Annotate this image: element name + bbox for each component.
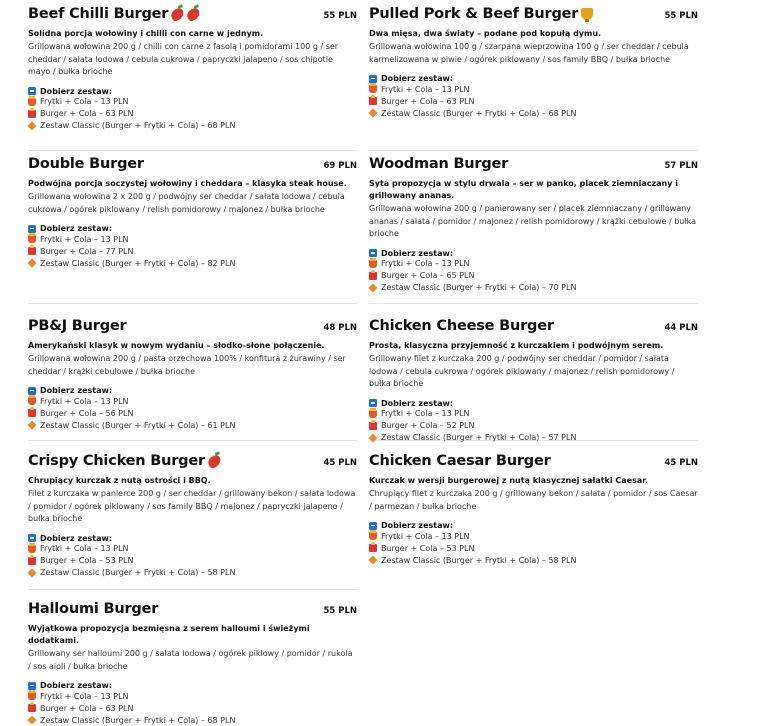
set-option[interactable]: Burger + Cola – 63 PLN <box>28 108 357 120</box>
arrow-right-icon <box>28 682 36 690</box>
description: Filet z kurczaka w panierce 200 g / ser cheddar / grillowany bekon / sałata lodowa / pomidor / ogórek piklowany / sos family BBQ / majonez / papryczki jalapeno / bułka brioche <box>28 488 357 526</box>
menu-card[interactable] <box>28 601 357 726</box>
set-option[interactable]: Burger + Cola – 77 PLN <box>28 246 357 258</box>
description: Grillowana wołowina 100 g / szarpana wieprzowina 100 g / ser cheddar / cebula karmelizowana w piwie / ogórek piklowany / sos family BBQ / bułka brioche <box>369 41 698 66</box>
description: Grillowana wołowina 2 x 200 g / podwójny ser cheddar / sałata lodowa / cebula cukrowa / ogórek piklowany / relish pomidorowy / majonez / bułka brioche <box>28 191 357 216</box>
burger-title: Pulled Pork & Beef Burger <box>369 6 593 22</box>
description: Chrupiący filet z kurczaka 200 g / grillowany bekon / sałata / pomidor / sos Caesar / parmezan / bułka brioche <box>369 488 698 513</box>
divider <box>28 150 357 151</box>
fries-icon <box>28 397 36 405</box>
burger-title: Halloumi Burger <box>28 601 158 617</box>
set-option[interactable]: Frytki + Cola – 13 PLN <box>28 96 357 108</box>
set-option[interactable]: Frytki + Cola – 13 PLN <box>369 531 698 543</box>
price: 55 PLN <box>323 606 357 616</box>
tagline: Prosta, klasyczna przyjemność z kurczakiem i podwójnym serem. <box>369 340 698 352</box>
price: 45 PLN <box>664 458 698 468</box>
arrow-right-icon <box>369 399 377 407</box>
burger-title: Crispy Chicken Burger <box>28 453 221 469</box>
set-option[interactable]: Zestaw Classic (Burger + Frytki + Cola) – 57 PLN <box>369 432 698 444</box>
fries-icon <box>28 98 36 106</box>
menu-card[interactable] <box>369 453 698 566</box>
combo-icon <box>27 259 36 268</box>
tagline: Dwa mięsa, dwa światy – podane pod kopułą dymu. <box>369 28 698 40</box>
burger-title: Beef Chilli Burger <box>28 6 200 22</box>
drink-icon <box>28 557 36 565</box>
arrow-right-icon <box>28 387 36 395</box>
combo-icon <box>368 109 377 118</box>
drink-icon <box>28 247 36 255</box>
drink-icon <box>369 422 377 430</box>
set-option[interactable]: Burger + Cola – 53 PLN <box>369 543 698 555</box>
sets-heading: Dobierz zestaw: <box>369 249 698 258</box>
combo-icon <box>27 121 36 130</box>
fries-icon <box>369 532 377 540</box>
price: 55 PLN <box>664 11 698 21</box>
sets-heading: Dobierz zestaw: <box>28 386 357 395</box>
sets-heading: Dobierz zestaw: <box>369 521 698 530</box>
fries-icon <box>28 235 36 243</box>
combo-icon <box>368 433 377 442</box>
combo-icon <box>368 556 377 565</box>
menu-card[interactable] <box>369 318 698 444</box>
set-option[interactable]: Burger + Cola – 63 PLN <box>28 703 357 715</box>
price: 57 PLN <box>664 161 698 171</box>
menu-card[interactable] <box>369 156 698 294</box>
combo-icon <box>27 421 36 430</box>
fries-icon <box>369 260 377 268</box>
arrow-right-icon <box>28 87 36 95</box>
divider <box>28 440 357 441</box>
combo-icon <box>368 283 377 292</box>
set-option[interactable]: Burger + Cola – 52 PLN <box>369 420 698 432</box>
sets-heading: Dobierz zestaw: <box>369 74 698 83</box>
set-option[interactable]: Frytki + Cola – 13 PLN <box>369 408 698 420</box>
fries-icon <box>28 692 36 700</box>
drink-icon <box>369 544 377 552</box>
menu-card[interactable] <box>369 6 698 119</box>
sets-heading: Dobierz zestaw: <box>28 87 357 96</box>
drink-icon <box>28 704 36 712</box>
description: Grillowana wołowina 200 g / pasta orzechowa 100% / konfitura z żurawiny / ser cheddar / krążki cebulowe / bułka brioche <box>28 353 357 378</box>
divider <box>369 303 698 304</box>
set-option[interactable]: Zestaw Classic (Burger + Frytki + Cola) – 70 PLN <box>369 282 698 294</box>
arrow-right-icon <box>369 249 377 257</box>
tagline: Solidna porcja wołowiny i chilli con carne w jednym. <box>28 28 357 40</box>
set-option[interactable]: Frytki + Cola – 13 PLN <box>28 396 357 408</box>
set-option[interactable]: Zestaw Classic (Burger + Frytki + Cola) – 68 PLN <box>28 715 357 726</box>
set-option[interactable]: Frytki + Cola – 13 PLN <box>28 543 357 555</box>
arrow-right-icon <box>369 75 377 83</box>
set-option[interactable]: Zestaw Classic (Burger + Frytki + Cola) – 61 PLN <box>28 420 357 432</box>
divider <box>28 303 357 304</box>
set-option[interactable]: Zestaw Classic (Burger + Frytki + Cola) – 68 PLN <box>28 120 357 132</box>
drink-icon <box>28 409 36 417</box>
burger-title: Chicken Cheese Burger <box>369 318 554 334</box>
fries-icon <box>369 85 377 93</box>
tagline: Wyjątkowa propozycja bezmięsna z serem halloumi i świeżymi dodatkami. <box>28 623 357 647</box>
price: 48 PLN <box>323 323 357 333</box>
set-option[interactable]: Zestaw Classic (Burger + Frytki + Cola) – 58 PLN <box>28 567 357 579</box>
price: 69 PLN <box>323 161 357 171</box>
burger-title: Double Burger <box>28 156 144 172</box>
tagline: Syta propozycja w stylu drwala – ser w panko, placek ziemniaczany i grillowany ananas. <box>369 178 698 202</box>
set-option[interactable]: Frytki + Cola – 13 PLN <box>28 691 357 703</box>
description: Grillowana wołowina 200 g / chilli con carne z fasolą i pomidorami 100 g / ser cheddar / sałata lodowa / cebula cukrowa / papryczki jalapeno / sos chipotle mayo / bułka brioche <box>28 41 357 79</box>
set-option[interactable]: Zestaw Classic (Burger + Frytki + Cola) – 68 PLN <box>369 108 698 120</box>
set-option[interactable]: Burger + Cola – 56 PLN <box>28 408 357 420</box>
menu-card[interactable] <box>28 318 357 431</box>
divider <box>369 150 698 151</box>
description: Grillowany filet z kurczaka 200 g / podwójny ser cheddar / pomidor / sałata lodowa / cebula cukrowa / ogórek piklowany / majonez / relish pomidorowy / bułka brioche <box>369 353 698 391</box>
menu-card[interactable] <box>28 453 357 579</box>
divider <box>28 589 357 590</box>
set-option[interactable]: Frytki + Cola – 13 PLN <box>369 84 698 96</box>
tagline: Amerykański klasyk w nowym wydaniu – słodko-słone połączenie. <box>28 340 357 352</box>
sets-heading: Dobierz zestaw: <box>28 681 357 690</box>
description: Grillowany ser halloumi 200 g / sałata lodowa / ogórek piklowy / pomidor / rukola / sos aioli / bułka brioche <box>28 648 357 673</box>
set-option[interactable]: Burger + Cola – 53 PLN <box>28 555 357 567</box>
sets-heading: Dobierz zestaw: <box>369 399 698 408</box>
drink-icon <box>369 97 377 105</box>
price: 55 PLN <box>323 11 357 21</box>
fries-icon <box>369 410 377 418</box>
burger-title: Chicken Caesar Burger <box>369 453 551 469</box>
burger-title: Woodman Burger <box>369 156 508 172</box>
sets-heading: Dobierz zestaw: <box>28 224 357 233</box>
set-option[interactable]: Frytki + Cola – 13 PLN <box>28 234 357 246</box>
pepper-icon <box>186 6 202 21</box>
burger-title: PB&J Burger <box>28 318 126 334</box>
combo-icon <box>27 568 36 577</box>
set-option[interactable]: Frytki + Cola – 13 PLN <box>369 258 698 270</box>
combo-icon <box>27 716 36 725</box>
set-option[interactable]: Zestaw Classic (Burger + Frytki + Cola) – 82 PLN <box>28 258 357 270</box>
set-option[interactable]: Zestaw Classic (Burger + Frytki + Cola) – 58 PLN <box>369 555 698 567</box>
fries-icon <box>28 545 36 553</box>
tagline: Podwójna porcja soczystej wołowiny i cheddara – klasyka steak house. <box>28 178 357 190</box>
pepper-icon <box>206 453 222 468</box>
arrow-right-icon <box>369 522 377 530</box>
menu-card[interactable] <box>28 6 357 132</box>
arrow-right-icon <box>28 225 36 233</box>
set-option[interactable]: Burger + Cola – 63 PLN <box>369 96 698 108</box>
sets-heading: Dobierz zestaw: <box>28 534 357 543</box>
set-option[interactable]: Burger + Cola – 65 PLN <box>369 270 698 282</box>
tagline: Kurczak w wersji burgerowej z nutą klasycznej sałatki Caesar. <box>369 475 698 487</box>
pepper-icon <box>170 6 186 21</box>
price: 44 PLN <box>664 323 698 333</box>
price: 45 PLN <box>323 458 357 468</box>
drink-icon <box>369 272 377 280</box>
arrow-right-icon <box>28 534 36 542</box>
menu-card[interactable] <box>28 156 357 269</box>
tagline: Chrupiący kurczak z nutą ostrości i BBQ. <box>28 475 357 487</box>
drink-icon <box>28 110 36 118</box>
description: Grillowana wołowina 200 g / panierowany ser / placek ziemniaczany / grillowany ananas / sałata / pomidor / majonez / relish pomidorowy / krążki cebulowe / bułka brioche <box>369 203 698 241</box>
trophy-icon <box>581 8 593 20</box>
